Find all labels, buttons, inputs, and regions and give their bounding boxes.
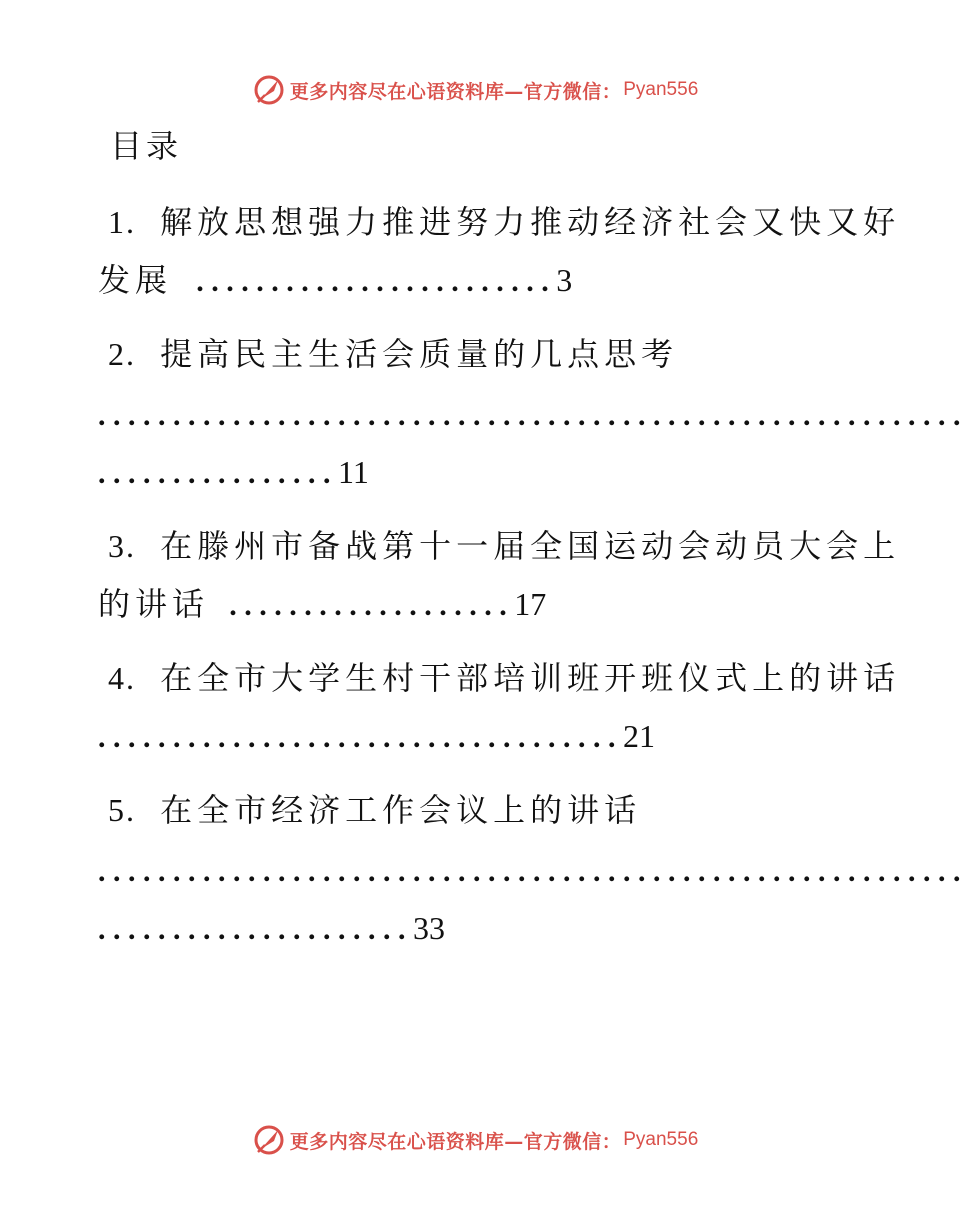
- toc-entry-2-line-1[interactable]: [108, 330, 853, 378]
- toc-entry-page: 3: [556, 262, 573, 298]
- toc-entry-page: 21: [623, 718, 655, 754]
- toc-leader-dots: .....................: [98, 913, 413, 946]
- toc-entry-4-line-2[interactable]: [98, 712, 843, 760]
- toc-entry-number: 3.: [108, 528, 136, 564]
- toc-leader-dots: ..........................................................: [98, 399, 968, 432]
- toc-entry-title-continued: 发展: [98, 261, 173, 299]
- toc-leader-dots: ..........................................................: [98, 855, 968, 888]
- watermark-wechat-id: Pyan556: [623, 1129, 699, 1150]
- header-watermark: [0, 70, 950, 110]
- toc-entry-page: 33: [413, 910, 445, 946]
- toc-entry-2-line-3[interactable]: [98, 448, 843, 496]
- toc-entry-title: 解放思想强力推进努力推动经济社会又快又好: [160, 203, 901, 241]
- toc-entry-5-line-1[interactable]: [108, 786, 853, 834]
- toc-entry-page: 11: [338, 454, 369, 490]
- toc-entry-page: 17: [514, 586, 547, 622]
- toc-leader-dots: ...................................: [98, 721, 623, 754]
- toc-entry-title: 在全市经济工作会议上的讲话: [160, 791, 642, 829]
- toc-entry-number: 2.: [108, 336, 136, 372]
- toc-leader-dots: ...................: [229, 589, 515, 622]
- toc-entry-5-line-3[interactable]: [98, 904, 843, 952]
- footer-watermark: [0, 1120, 950, 1160]
- toc-title: 目录: [110, 127, 183, 165]
- toc-entry-number: 4.: [108, 660, 136, 696]
- toc-entry-title-continued: 的讲话: [98, 585, 210, 623]
- quill-logo-icon: [252, 73, 286, 107]
- toc-entry-number: 1.: [108, 204, 136, 240]
- toc-entry-title: 在全市大学生村干部培训班开班仪式上的讲话: [160, 659, 901, 697]
- toc-entry-title: 在滕州市备战第十一届全国运动会动员大会上: [160, 527, 901, 565]
- toc-entry-number: 5.: [108, 792, 136, 828]
- toc-entry-3-line-1[interactable]: [108, 522, 901, 570]
- watermark-text: 更多内容尽在心语资料库—官方微信：: [289, 1130, 622, 1153]
- toc-entry-4-line-1[interactable]: [108, 654, 901, 702]
- toc-entry-1-line-1[interactable]: [108, 198, 901, 246]
- toc-entry-title: 提高民主生活会质量的几点思考: [160, 335, 679, 373]
- watermark-text: 更多内容尽在心语资料库—官方微信：: [289, 80, 622, 103]
- toc-entry-3-line-2[interactable]: [98, 580, 843, 628]
- toc-leader-dots: ........................: [196, 265, 557, 298]
- quill-logo-icon: [252, 1123, 286, 1157]
- toc-entry-1-line-2[interactable]: [98, 256, 843, 304]
- toc-leader-dots: ................: [98, 457, 338, 490]
- watermark-wechat-id: Pyan556: [623, 79, 699, 100]
